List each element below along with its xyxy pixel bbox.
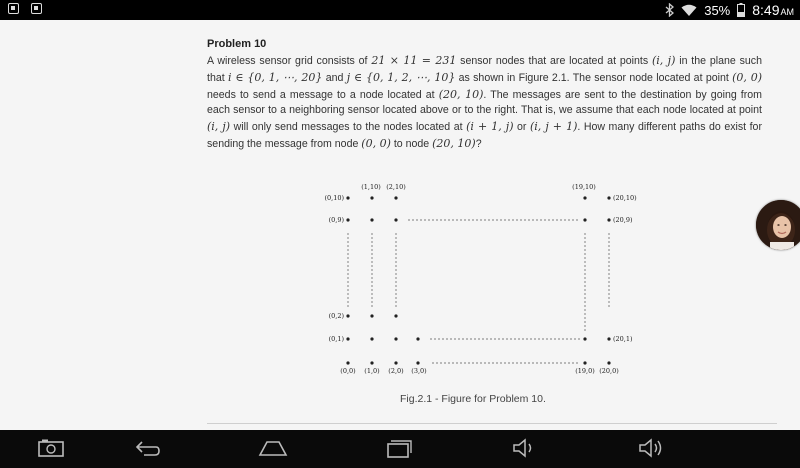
grid-node [394, 196, 397, 199]
math-expression: (i, j + 1) [529, 120, 578, 134]
clock [752, 2, 794, 18]
text-segment: and [322, 71, 347, 84]
grid-node [583, 196, 586, 199]
grid-node [370, 337, 373, 340]
clock-time: 8:49 [752, 2, 780, 18]
back-button[interactable] [134, 438, 162, 460]
grid-node [346, 218, 349, 221]
navigation-bar [0, 430, 800, 468]
notification-area [8, 3, 42, 14]
grid-node [583, 218, 586, 221]
node-label: (0,0) [340, 367, 356, 375]
node-label: (0,1) [328, 335, 344, 343]
notification-icon-2 [31, 3, 42, 14]
grid-node [394, 314, 397, 317]
volume-up-icon [638, 438, 664, 458]
volume-up-button[interactable] [638, 438, 666, 460]
node-label: (20,10) [613, 194, 637, 202]
node-label: (0,10) [324, 194, 344, 202]
battery-icon [737, 3, 745, 17]
home-icon [258, 438, 288, 458]
node-label: (20,9) [613, 216, 633, 224]
grid-dashed-lines [348, 220, 609, 363]
grid-nodes [346, 196, 610, 364]
node-labels [324, 183, 637, 375]
text-segment: as shown in Figure 2.1. The sensor node located at point [455, 71, 733, 84]
math-expression: (0, 0) [361, 136, 391, 150]
volume-down-button[interactable] [512, 438, 540, 460]
back-icon [134, 438, 160, 458]
grid-node [416, 361, 419, 364]
grid-node [346, 314, 349, 317]
node-label: (20,1) [613, 335, 633, 343]
grid-node [370, 361, 373, 364]
screenshot-icon [38, 438, 64, 458]
sensor-grid-figure [310, 178, 640, 378]
grid-node [394, 218, 397, 221]
node-label: (20,0) [599, 367, 619, 375]
text-segment: . The messages are sent to the destination by going from each sensor to a neighboring sensor located above or to the right. That is, we assume that each node located at point [207, 88, 762, 117]
grid-node [370, 314, 373, 317]
battery-percent: 35% [704, 2, 731, 18]
system-tray [665, 2, 794, 18]
avatar-image [756, 200, 800, 250]
recents-icon [386, 438, 412, 458]
recents-button[interactable] [386, 438, 414, 460]
node-label: (0,9) [328, 216, 344, 224]
wifi-icon [681, 4, 697, 17]
grid-node [607, 218, 610, 221]
text-segment: A wireless sensor grid consists of [207, 55, 372, 67]
text-segment: needs to send a message to a node located at [207, 88, 439, 101]
math-expression: j ∈ {0, 1, 2, ⋯, 10} [346, 70, 456, 84]
grid-node [370, 196, 373, 199]
grid-node [607, 361, 610, 364]
home-button[interactable] [258, 438, 286, 460]
grid-node [346, 361, 349, 364]
node-label: (1,0) [364, 367, 380, 375]
page-divider [207, 423, 777, 424]
math-expression: (i, j) [207, 120, 231, 134]
math-expression: (i, j) [651, 54, 676, 67]
grid-node [370, 218, 373, 221]
grid-node [583, 361, 586, 364]
text-segment: or [513, 121, 530, 134]
text-segment: sensor nodes that are located at points [456, 55, 652, 67]
math-expression: (20, 10) [438, 87, 484, 101]
grid-node [607, 196, 610, 199]
math-expression: (0, 0) [732, 70, 763, 84]
grid-node [583, 337, 586, 340]
avatar[interactable] [756, 200, 800, 250]
node-label: (19,10) [572, 183, 596, 191]
text-segment: in the plane such that [207, 55, 762, 84]
node-label: (1,10) [361, 183, 381, 191]
problem-text [207, 53, 762, 153]
grid-node [346, 196, 349, 199]
math-expression: (20, 10) [432, 136, 476, 150]
grid-node [607, 337, 610, 340]
grid-node [394, 337, 397, 340]
text-segment: to node [390, 137, 433, 150]
math-expression: 21 × 11 = 231 [371, 54, 457, 67]
problem-title: Problem 10 [207, 38, 267, 50]
figure-caption: Fig.2.1 - Figure for Problem 10. [400, 393, 546, 405]
node-label: (19,0) [575, 367, 595, 375]
notification-icon [8, 3, 19, 14]
node-label: (3,0) [411, 367, 427, 375]
text-segment: . How many different paths do exist for sending the message from node [207, 121, 762, 150]
grid-node [394, 361, 397, 364]
grid-node [346, 337, 349, 340]
text-segment: ? [475, 137, 482, 150]
screenshot-button[interactable] [38, 438, 66, 460]
node-label: (0,2) [328, 312, 344, 320]
math-expression: (i + 1, j) [466, 120, 514, 134]
clock-ampm: AM [780, 7, 794, 17]
volume-down-icon [512, 438, 538, 458]
math-expression: i ∈ {0, 1, ⋯, 20} [227, 70, 323, 84]
status-bar [0, 0, 800, 20]
grid-node [416, 337, 419, 340]
node-label: (2,0) [388, 367, 404, 375]
text-segment: will only send messages to the nodes located at [230, 121, 467, 134]
node-label: (2,10) [386, 183, 406, 191]
bluetooth-icon [665, 3, 674, 17]
